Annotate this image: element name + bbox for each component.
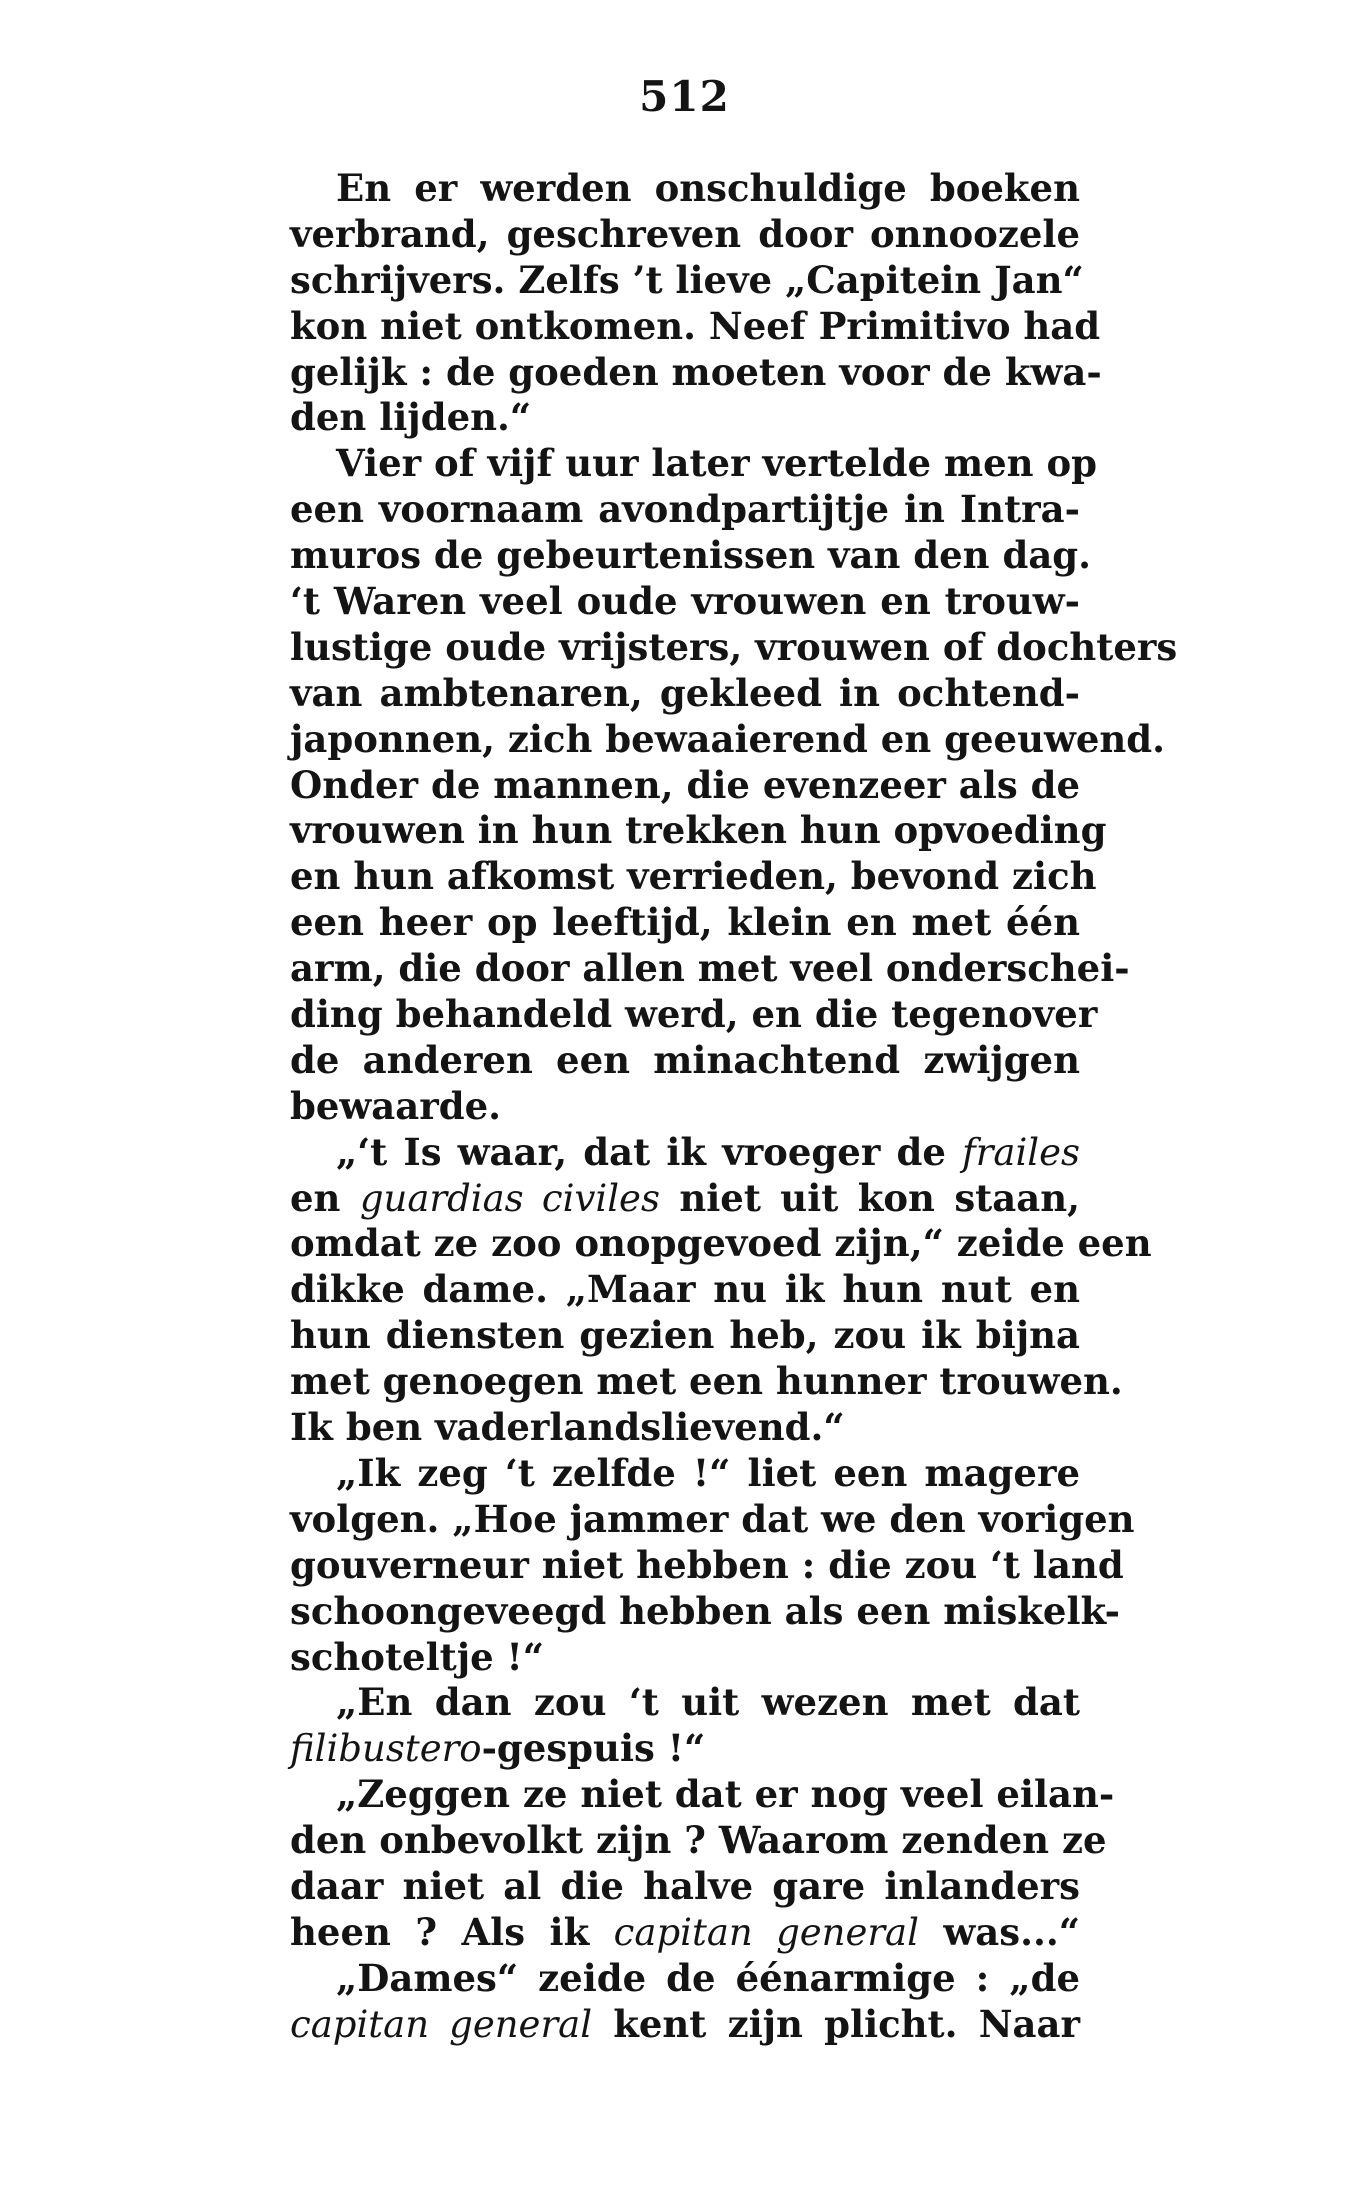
text-line: [290, 1864, 1080, 1910]
text-run: „En dan zou ‘t uit wezen met dat: [336, 1680, 1080, 1725]
text-run: daar niet al die halve gare inlanders: [290, 1863, 1080, 1908]
text-run: een heer op leeftijd, klein en met één: [290, 900, 1080, 945]
text-line: [290, 2002, 1080, 2048]
text-line: [290, 1130, 1080, 1176]
text-line: [290, 1084, 1080, 1130]
text-line: [290, 303, 1101, 350]
text-run: schrijvers. Zelfs ’t lieve „Capitein Jan“: [290, 257, 1084, 302]
text-run: bewaarde.: [290, 1083, 501, 1128]
text-run: omdat ze zoo onopgevoed zijn,“ zeide een: [290, 1221, 1152, 1266]
text-run: dikke dame. „Maar nu ik hun nut en: [290, 1267, 1080, 1312]
text-line: [290, 212, 1080, 258]
text-run: En er werden onschuldige boeken: [336, 166, 1080, 210]
text-line: [290, 487, 1080, 533]
text-run: „Dames“ zeide de éénarmige : „de: [336, 1955, 1080, 2000]
text-run: vrouwen in hun trekken hun opvoeding: [290, 808, 1107, 853]
text-run: „Ik zeg ‘t zelfde !“ liet een magere: [336, 1450, 1080, 1495]
text-line: [290, 900, 1080, 946]
text-line: [290, 1588, 1121, 1635]
italic-text: filibustero: [290, 1727, 482, 1771]
text-line: [290, 1726, 1080, 1772]
italic-text: guardias civiles: [359, 1176, 660, 1220]
text-run: muros de gebeurtenissen van den dag.: [290, 533, 1092, 578]
text-line: [290, 1313, 1080, 1359]
text-line: [290, 946, 1130, 992]
text-run: ‘t Waren veel oude vrouwen en trouw-: [290, 579, 1080, 624]
text-run: ding behandeld werd, en die tegenover: [290, 992, 1098, 1037]
text-line: [290, 166, 1080, 212]
text-line: [290, 257, 1084, 304]
text-run: „‘t Is waar, dat ik vroeger de: [336, 1129, 962, 1174]
text-run: Vier of vijf uur later vertelde men op: [336, 441, 1097, 486]
text-run: kon niet ontkomen. Neef Primitivo had: [290, 303, 1101, 348]
text-line: [290, 1910, 1080, 1956]
italic-text: capitan general: [290, 2002, 593, 2046]
text-line: [290, 854, 1097, 900]
text-line: [290, 624, 1178, 671]
text-run: gouverneur niet hebben : die zou ‘t land: [290, 1542, 1124, 1587]
text-run: lustige oude vrijsters, vrouwen of dochters: [290, 624, 1178, 669]
italic-text: frailes: [962, 1130, 1080, 1174]
text-line: [290, 1359, 1123, 1405]
text-run: kent zijn plicht. Naar: [592, 2001, 1080, 2046]
text-run: niet uit kon staan,: [659, 1175, 1080, 1220]
text-run: Onder de mannen, die evenzeer als de: [290, 762, 1080, 807]
text-line: [290, 1038, 1080, 1084]
text-line: [290, 1956, 1080, 2002]
text-run: japonnen, zich bewaaierend en geeuwend.: [290, 716, 1166, 761]
text-run: volgen. „Hoe jammer dat we den vorigen: [290, 1496, 1135, 1541]
text-line: [290, 1680, 1080, 1726]
text-line: [290, 1542, 1124, 1589]
text-run: met genoegen met een hunner trouwen.: [290, 1359, 1123, 1404]
text-line: [290, 1496, 1135, 1543]
text-line: [290, 1176, 1080, 1222]
text-run: hun diensten gezien heb, zou ik bijna: [290, 1313, 1080, 1358]
text-run: -gespuis !“: [481, 1726, 706, 1771]
text-line: [290, 1267, 1080, 1313]
text-line: [290, 349, 1102, 396]
text-line: [290, 1772, 1115, 1818]
text-run: den onbevolkt zijn ? Waarom zenden ze: [290, 1818, 1107, 1863]
page-number: 512: [639, 72, 730, 121]
text-run: schoteltje !“: [290, 1634, 545, 1679]
text-line: [290, 808, 1107, 854]
text-run: arm, die door allen met veel onderschei-: [290, 946, 1130, 991]
text-run: den lijden.“: [290, 395, 532, 440]
italic-text: capitan general: [613, 1910, 919, 1954]
text-line: [290, 579, 1080, 625]
text-run: gelijk : de goeden moeten voor de kwa-: [290, 349, 1102, 394]
text-line: [290, 533, 1092, 579]
text-line: [290, 671, 1080, 717]
text-line: [290, 992, 1098, 1038]
text-run: Ik ben vaderlandslievend.“: [290, 1405, 845, 1450]
text-run: een voornaam avondpartijtje in Intra-: [290, 487, 1080, 532]
text-run: was...“: [918, 1909, 1080, 1954]
text-line: [290, 1405, 1080, 1451]
text-run: „Zeggen ze niet dat er nog veel eilan-: [336, 1772, 1115, 1817]
text-line: [290, 395, 1080, 441]
text-line: [290, 763, 1080, 809]
body-text: [290, 166, 1178, 2048]
text-run: verbrand, geschreven door onnoozele: [290, 211, 1080, 256]
text-run: de anderen een minachtend zwijgen: [290, 1037, 1080, 1082]
text-run: en hun afkomst verrieden, bevond zich: [290, 854, 1097, 899]
text-line: [290, 1221, 1152, 1267]
text-line: [290, 441, 1097, 487]
text-line: [290, 1818, 1107, 1864]
text-line: [290, 1635, 1080, 1681]
text-run: van ambtenaren, gekleed in ochtend-: [290, 670, 1080, 715]
text-run: schoongeveegd hebben als een miskelk-: [290, 1588, 1121, 1633]
text-run: heen ? Als ik: [290, 1909, 614, 1954]
text-line: [290, 1451, 1080, 1497]
text-line: [290, 716, 1166, 763]
text-run: en: [290, 1175, 360, 1220]
